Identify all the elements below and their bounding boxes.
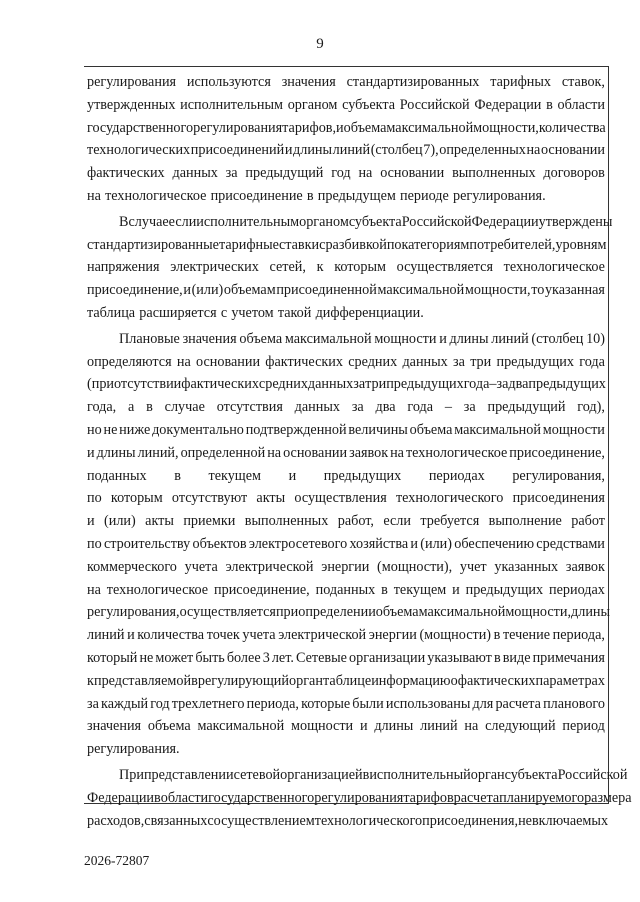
text-line: регулирования используются значения стандартизированных тарифных ставок, [87,74,605,90]
text-line: на технологическое присоединение в предыдущем периоде регулирования. [87,188,546,204]
text-line: регулирования, осуществляется при определении объема максимальной мощности, длины [87,604,611,621]
text-frame [84,66,632,829]
text-line: технологических присоединений и длины линий (столбец 7), определенных на основании [87,142,605,159]
text-line: государственного регулирования тарифов, и объема максимальной мощности, количества [87,119,606,136]
text-line: по строительству объектов электросетевого хозяйства и (или) обеспечению средствами [87,536,605,552]
document-code: 2026-72807 [84,853,150,868]
text-line: по которым отсутствуют акты осуществления технологического присоединения [87,490,605,507]
text-line: к представляемой в регулирующий орган таблице информацию о фактических параметрах [87,672,605,689]
text-line: напряжения электрических сетей, к которым осуществляется технологическое [87,259,605,276]
text-line: (при отсутствии фактических средних данных за три предыдущих года – за два предыдущих [87,376,606,393]
text-line: линий и количества точек учета электрической энергии (мощности) в течение периода, [87,627,605,644]
text-line: стандартизированные тарифные ставки с разбивкой по категориям потребителей, уровням [87,236,607,253]
text-line: года, а в случае отсутствия данных за два года – за предыдущий год), [87,399,605,416]
text-line: регулирования. [87,741,180,758]
text-line: коммерческого учета электрической энергии (мощности), учет указанных заявок [87,558,605,575]
text-line: Федерации в области государственного регулирования тарифов расчета планируемого размера [87,789,632,806]
text-line: присоединение, и (или) объемам присоединенной максимальной мощности, то указанная [87,282,605,299]
text-line: В случае если исполнительным органом субъекта Российской Федерации утверждены [119,213,613,230]
text-line: но не ниже документально подтвержденной величины объема максимальной мощности [87,422,605,438]
text-line: Плановые значения объема максимальной мощности и длины линий (столбец 10) [119,330,605,347]
text-line: на технологическое присоединение, поданных в текущем и предыдущих периодах [87,581,605,598]
text-line: утвержденных исполнительным органом субъекта Российской Федерации в области [87,96,605,113]
text-line: При представлении сетевой организацией в исполнительный орган субъекта Российской [119,767,628,783]
text-line: расходов, связанных с осуществлением технологического присоединения, не включаемых [87,812,609,829]
text-line: фактических данных за предыдущий год на основании выполненных договоров [87,165,605,182]
text-line: определяются на основании фактических средних данных за три предыдущих года [87,353,605,370]
text-line: таблица расширяется с учетом такой дифференциации. [87,305,424,321]
text-line: за каждый год трехлетнего периода, которые были использованы для расчета планового [87,695,605,712]
page-number: 9 [316,36,324,52]
text-line: значения объема максимальной мощности и длины линий на следующий период [87,718,605,735]
text-line: поданных в текущем и предыдущих периодах регулирования, [87,467,605,484]
text-line: и (или) акты приемки выполненных работ, если требуется выполнение работ [87,513,605,530]
text-line: и длины линий, определенной на основании заявок на технологическое присоединение, [87,444,605,461]
text-line: который не может быть более 3 лет. Сетевые организации указывают в виде примечания [87,650,605,666]
